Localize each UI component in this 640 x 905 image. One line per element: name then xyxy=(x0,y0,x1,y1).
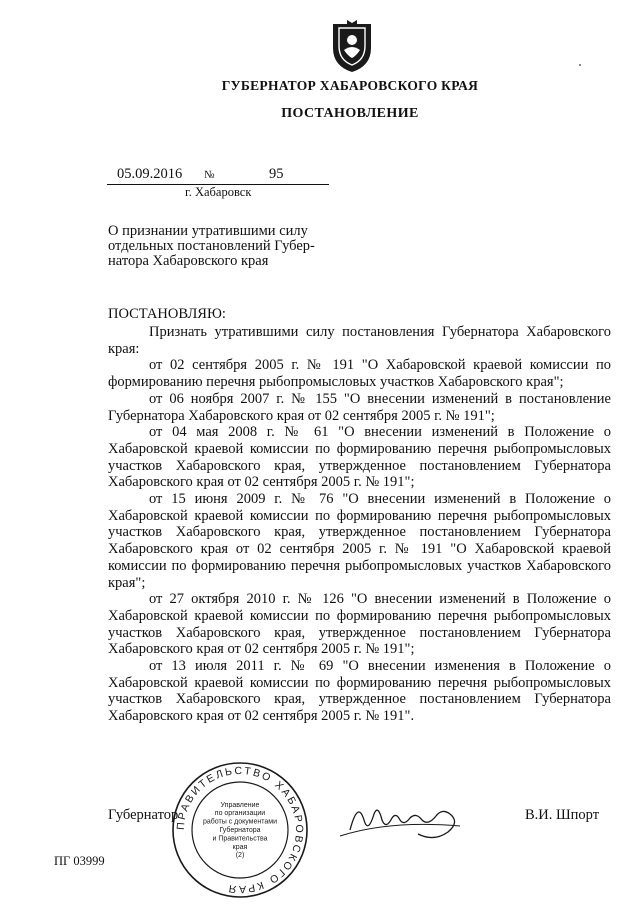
city: г. Хабаровск xyxy=(185,185,252,199)
signatory-name: В.И. Шпорт xyxy=(525,807,600,823)
signatory-position: Губернатор xyxy=(108,807,179,823)
body-paragraph: от 04 мая 2008 г. № 61 "О внесении изменений в Положение о Хабаровской краевой комиссии по формированию перечня рыбопромысловых участков Хабаровского края, утвержденное постановлением Губернатора Хабаровского края от 02 сентября 2005 г. № 191"; xyxy=(108,424,611,491)
document-subject xyxy=(108,224,333,269)
body-paragraph: от 06 ноября 2007 г. № 155 "О внесении изменений в постановление Губернатора Хабаровского края от 02 сентября 2005 г. № 191"; xyxy=(108,390,611,424)
official-seal xyxy=(170,760,310,900)
coat-of-arms-emblem xyxy=(329,18,375,74)
seal-inner-line: Управление xyxy=(220,801,260,809)
body-paragraph: от 02 сентября 2005 г. № 191 "О Хабаровской краевой комиссии по формированию перечня рыбопромысловых участков Хабаровского края"; xyxy=(108,357,611,391)
document-number: 95 xyxy=(269,166,284,182)
scan-dot xyxy=(579,64,581,66)
seal-inner-line: по организации xyxy=(214,810,266,818)
document-body xyxy=(108,324,611,725)
handwritten-signature-icon xyxy=(330,790,480,850)
body-paragraph: от 27 октября 2010 г. № 126 "О внесении изменений в Положение о Хабаровской краевой комиссии по формированию перечня рыбопромысловых участков Хабаровского края, утвержденное постановлением Губернатора Хабаровского края от 02 сентября 2005 г. № 191"; xyxy=(108,591,611,658)
footer-code: ПГ 03999 xyxy=(54,854,105,868)
number-sign: № xyxy=(204,169,215,181)
seal-inner-line: и Правительства xyxy=(212,835,268,843)
seal-inner-line: Губернатора xyxy=(219,827,261,834)
coat-of-arms-icon xyxy=(329,18,375,74)
subject-line: отдельных постановлений Губер- xyxy=(108,238,315,254)
issuer-title: ГУБЕРНАТОР ХАБАРОВСКОГО КРАЯ xyxy=(221,78,479,93)
official-stamp-icon xyxy=(170,760,310,900)
date-number-line xyxy=(107,166,329,185)
seal-inner-line: края xyxy=(232,843,248,851)
handwritten-signature xyxy=(330,790,480,850)
seal-inner-line: (2) xyxy=(235,852,245,860)
body-paragraph: Признать утратившими силу постановления Губернатора Хабаровского края: xyxy=(108,324,611,357)
decree-word: ПОСТАНОВЛЯЮ: xyxy=(108,306,226,322)
seal-inner-line: работы с документами xyxy=(202,818,278,826)
subject-line: натора Хабаровского края xyxy=(108,253,269,269)
document-date: 05.09.2016 xyxy=(117,166,183,182)
svg-text:ПРАВИТЕЛЬСТВО ХАБАРОВСКОГО КРА: ПРАВИТЕЛЬСТВО ХАБАРОВСКОГО КРАЯ xyxy=(174,764,306,896)
document-type: ПОСТАНОВЛЕНИЕ xyxy=(281,106,419,121)
body-paragraph: от 15 июня 2009 г. № 76 "О внесении изменений в Положение о Хабаровской краевой комиссии по формированию перечня рыбопромысловых участков Хабаровского края, утвержденное постановлением Губернатора Хабаровского края от 02 сентября 2005 г. № 191 "О Хабаровской краевой комиссии по формированию перечня рыбопромысловых участков Хабаровского края"; xyxy=(108,491,611,591)
subject-line: О признании утратившими силу xyxy=(108,223,308,239)
body-paragraph: от 13 июля 2011 г. № 69 "О внесении изменения в Положение о Хабаровской краевой комиссии по формированию перечня рыбопромысловых участков Хабаровского края, утвержденное постановлением Губернатора Хабаровского края от 02 сентября 2005 г. № 191". xyxy=(108,658,611,725)
